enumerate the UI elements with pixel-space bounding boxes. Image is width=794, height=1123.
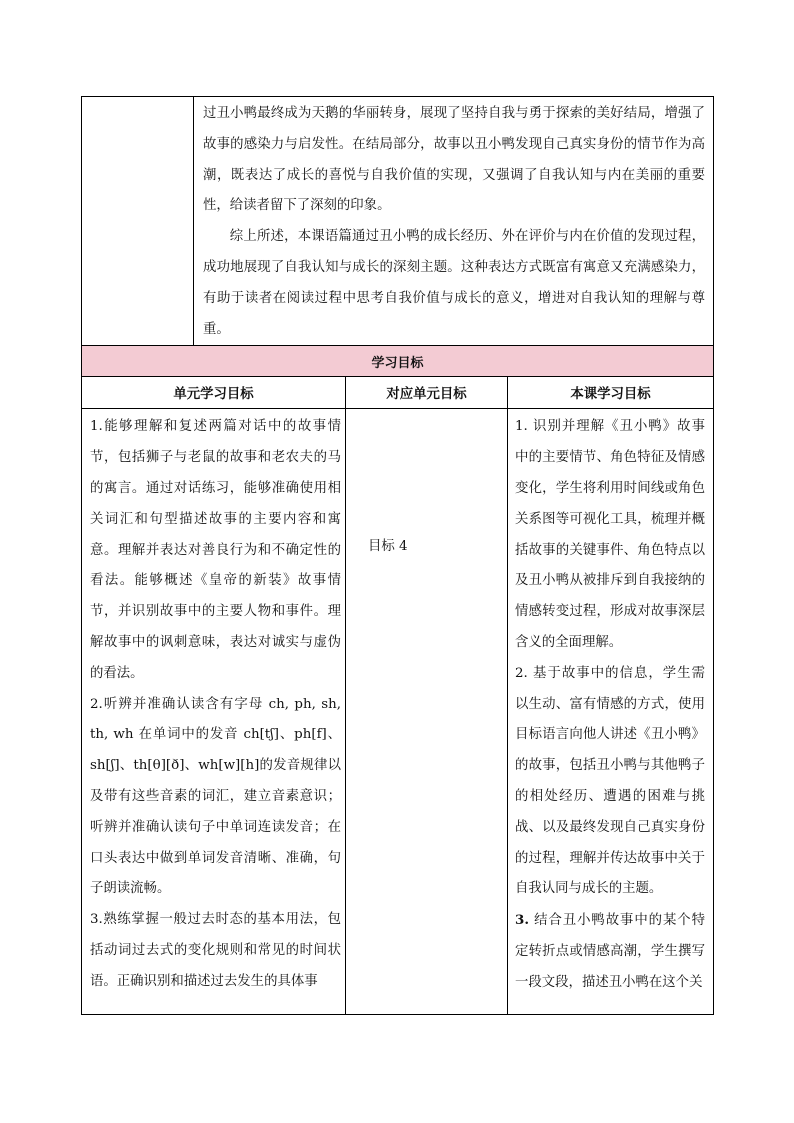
- unit-goal-item: 3.熟练掌握一般过去时态的基本用法，包括动词过去式的变化规则和常见的时间状语。正确识别和描述过去发生的具体事: [90, 912, 341, 989]
- lesson-goal-number: 3.: [515, 912, 529, 929]
- lesson-goal-item: [515, 659, 705, 905]
- column-header-unit-goals: 单元学习目标: [173, 387, 254, 403]
- lesson-goal-item: [515, 412, 705, 658]
- unit-goal-item: 2.听辨并准确认读含有字母 ch, ph, sh, th, wh 在单词中的发音 ch[tʃ]、ph[f]、sh[ʃ]、th[θ][ð]、wh[w][h]的发音规律以及带有这些音素的词汇，建立音素意识；听辨并准确认读句子中单词连读发音；在口头表达中做到单词发音清晰、准确，句子朗读流畅。: [90, 696, 341, 897]
- unit-goal-item: 1.能够理解和复述两篇对话中的故事情节，包括狮子与老鼠的故事和老农夫的马的寓言。通过对话练习，能够准确使用相关词汇和句型描述故事的主要内容和寓意。理解并表达对善良行为和不确定性的看法。能够概述《皇帝的新装》故事情节，并识别故事中的主要人物和事件。理解故事中的讽刺意味，表达对诚实与虚伪的看法。: [90, 419, 341, 681]
- lesson-goal-text: 基于故事中的信息，学生需以生动、富有情感的方式，使用目标语言向他人讲述《丑小鸭》的故事，包括丑小鸭与其他鸭子的相处经历、遭遇的困难与挑战、以及最终发现自己真实身份的过程，理解并传达故事中关于自我认同与成长的主题。: [515, 665, 705, 897]
- goals-body-row: [81, 408, 714, 1015]
- column-header-target: 对应单元目标: [345, 377, 507, 408]
- lesson-goal-item: [515, 905, 705, 998]
- analysis-text-cell: [193, 97, 713, 345]
- summary-paragraph: 综上所述，本课语篇通过丑小鸭的成长经历、外在评价与内在价值的发现过程，成功地展现了自我认知与成长的深刻主题。这种表达方式既富有寓意又充满感染力，有助于读者在阅读过程中思考自我价值与成长的意义，增进对自我认知的理解与尊重。: [203, 229, 705, 337]
- analysis-row: [81, 96, 714, 345]
- target-cell: [345, 409, 507, 1014]
- target-label: 目标 4: [368, 539, 408, 555]
- column-header-row: [81, 376, 714, 408]
- lesson-goal-number: 2.: [515, 665, 528, 681]
- lesson-goal-text: 结合丑小鸭故事中的某个特定转折点或情感高潮，学生撰写一段文段，描述丑小鸭在这个关: [515, 913, 705, 990]
- lesson-goals-cell: [507, 409, 713, 1014]
- learning-goals-heading: [81, 345, 714, 376]
- column-header-lesson-goals: 本课学习目标: [507, 377, 713, 408]
- unit-goals-cell: [82, 409, 345, 1014]
- lesson-goal-text: 识别并理解《丑小鸭》故事中的主要情节、角色特征及情感变化，学生将利用时间线或角色关系图等可视化工具，梳理并概括故事的关键事件、角色特点以及丑小鸭从被排斥到自我接纳的情感转变过程，形成对故事深层含义的全面理解。: [515, 419, 705, 650]
- analysis-paragraph: 过丑小鸭最终成为天鹅的华丽转身，展现了坚持自我与勇于探索的美好结局，增强了故事的感染力与启发性。在结局部分，故事以丑小鸭发现自己真实身份的情节作为高潮，既表达了成长的喜悦与自我价值的实现，又强调了自我认知与内在美丽的重要性，给读者留下了深刻的印象。: [203, 106, 705, 214]
- analysis-label-cell: [82, 97, 193, 345]
- lesson-goal-number: 1.: [515, 419, 528, 435]
- lesson-plan-table: [81, 96, 714, 1015]
- section-title: 学习目标: [371, 355, 424, 371]
